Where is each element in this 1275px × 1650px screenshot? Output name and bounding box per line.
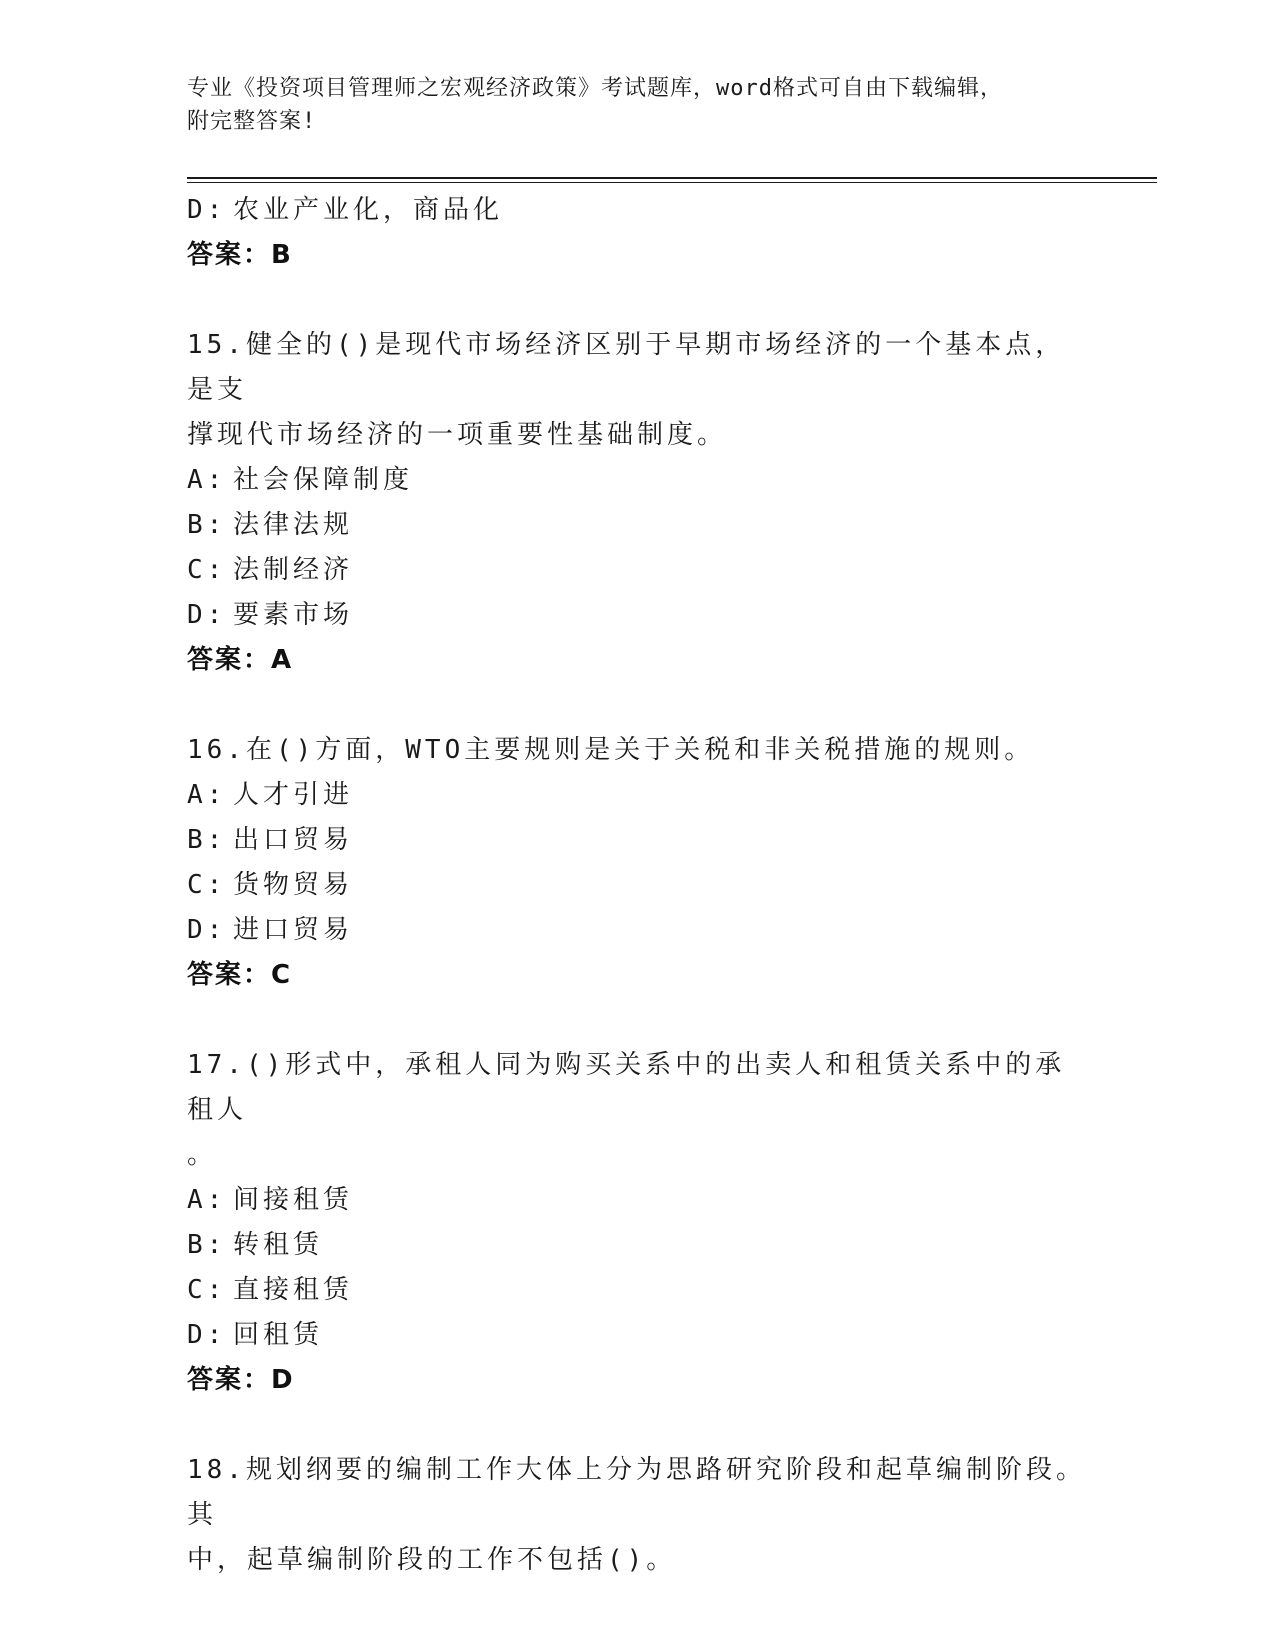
header-divider-thin: [187, 182, 1157, 183]
option-key: A:: [187, 1185, 227, 1215]
prev-question-answer: 答案：B: [187, 240, 293, 270]
option-a: [187, 458, 1087, 503]
question-answer: 答案：C: [187, 960, 293, 990]
option-text: 进口贸易: [233, 915, 354, 945]
option-c: [187, 1268, 1087, 1313]
question-answer: 答案：D: [187, 1365, 295, 1395]
option-text: 直接租赁: [233, 1275, 354, 1305]
header-line-2: 附完整答案!: [187, 109, 317, 134]
question-16: [187, 728, 1087, 998]
option-text: 回租赁: [233, 1320, 324, 1350]
option-text: 人才引进: [233, 780, 354, 810]
option-text: 社会保障制度: [233, 465, 414, 495]
option-key: A:: [187, 465, 227, 495]
option-c: [187, 548, 1087, 593]
header-divider-thick: [187, 177, 1157, 179]
question-stem-line: 中，起草编制阶段的工作不包括()。: [187, 1545, 677, 1575]
question-stem-line: 17.()形式中，承租人同为购买关系中的出卖人和租赁关系中的承租人: [187, 1050, 1066, 1125]
option-key: C:: [187, 1275, 227, 1305]
option-key: D:: [187, 1320, 227, 1350]
option-a: [187, 1178, 1087, 1223]
option-key: D:: [187, 600, 227, 630]
option-b: [187, 503, 1087, 548]
prev-question-option-d: [187, 188, 1087, 233]
question-stem-line: 。: [187, 1140, 218, 1170]
option-b: [187, 1223, 1087, 1268]
option-text: 转租赁: [233, 1230, 324, 1260]
option-key: D:: [187, 195, 227, 225]
option-text: 法律法规: [233, 510, 354, 540]
option-b: [187, 818, 1087, 863]
option-text: 间接租赁: [233, 1185, 354, 1215]
question-18: [187, 1448, 1087, 1583]
option-c: [187, 863, 1087, 908]
option-key: B:: [187, 1230, 227, 1260]
question-stem-line: 18.规划纲要的编制工作大体上分为思路研究阶段和起草编制阶段。其: [187, 1455, 1086, 1530]
option-key: A:: [187, 780, 227, 810]
question-answer: 答案：A: [187, 645, 294, 675]
spacer: [187, 278, 1087, 323]
spacer: [187, 683, 1087, 728]
option-key: D:: [187, 915, 227, 945]
spacer: [187, 1403, 1087, 1448]
option-text: 农业产业化，商品化: [233, 195, 504, 225]
option-d: [187, 908, 1087, 953]
question-stem-line: 15.健全的()是现代市场经济区别于早期市场经济的一个基本点，是支: [187, 330, 1066, 405]
question-list: [187, 188, 1087, 1583]
option-text: 要素市场: [233, 600, 354, 630]
option-d: [187, 1313, 1087, 1358]
option-text: 法制经济: [233, 555, 354, 585]
option-text: 出口贸易: [233, 825, 354, 855]
question-stem-line: 16.在()方面，WTO主要规则是关于关税和非关税措施的规则。: [187, 735, 1035, 765]
question-15: [187, 323, 1087, 683]
spacer: [187, 998, 1087, 1043]
option-key: C:: [187, 870, 227, 900]
option-text: 货物贸易: [233, 870, 354, 900]
option-key: C:: [187, 555, 227, 585]
option-a: [187, 773, 1087, 818]
option-d: [187, 593, 1087, 638]
question-17: [187, 1043, 1087, 1403]
option-key: B:: [187, 510, 227, 540]
document-header: [187, 72, 1067, 138]
question-stem-line: 撑现代市场经济的一项重要性基础制度。: [187, 420, 728, 450]
header-line-1: 专业《投资项目管理师之宏观经济政策》考试题库，word格式可自由下载编辑，: [187, 76, 1003, 101]
option-key: B:: [187, 825, 227, 855]
